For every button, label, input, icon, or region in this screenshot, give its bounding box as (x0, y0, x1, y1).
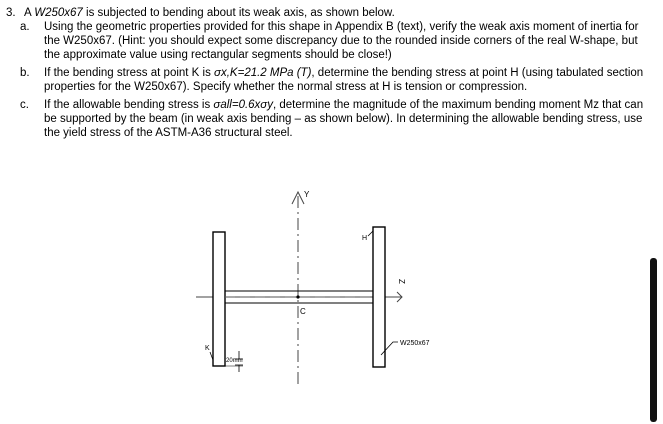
section-label: W250x67 (400, 340, 430, 347)
problem-parts (6, 20, 646, 140)
part-letter: b. (20, 67, 30, 79)
part-b-text-start: If the bending stress at point K is (44, 67, 215, 79)
part-a-text: Using the geometric properties provided for this shape in Appendix B (text), verify the weak axis moment of inertia for the W250x67. (Hint: you should expect some discrepancy due to the rounded inside corners of the real W-shape, but the approximate value using rectangular segments should be close!) (44, 21, 639, 61)
centroid-label: C (300, 307, 306, 316)
section-label-leader (381, 342, 398, 355)
point-h-leader (368, 231, 373, 236)
point-k-label: K (205, 345, 210, 352)
problem-3 (6, 6, 646, 140)
vertical-scrollbar[interactable] (650, 258, 657, 422)
problem-intro: 3. A W250x67 is subjected to bending about its weak axis, as shown below. (6, 7, 395, 19)
stress-at-k: σx,K=21.2 MPa (T) (214, 67, 312, 79)
left-flange (213, 232, 225, 366)
part-b-text-end: , determine the bending stress at point H (using tabulated section properties for the W250x67). Specify whether the normal stress at H is tension or compression. (44, 67, 644, 93)
part-c-text-end: , determine the magnitude of the maximum bending moment Mz that can be supported by the beam (in weak axis bending – as shown below). In determining the allowable bending stress, use the yield stress of the ASTM-A36 structural steel. (44, 99, 644, 139)
part-letter: a. (20, 21, 30, 33)
part-c (6, 98, 646, 140)
z-axis-arrow-icon (397, 292, 402, 302)
part-a (6, 20, 646, 62)
allowable-stress-expression: σall=0.6xσy (213, 99, 273, 111)
right-flange (373, 227, 385, 367)
centroid-marker (296, 295, 299, 298)
part-letter: c. (20, 99, 29, 111)
part-c-text-start: If the allowable bending stress is (44, 99, 214, 111)
y-axis-arrow-icon (292, 192, 304, 204)
problem-number: 3. (6, 7, 16, 19)
dimension-label: 20mm (226, 358, 243, 364)
point-k-leader (210, 352, 213, 360)
point-h-label: H (362, 235, 368, 242)
intro-text: is subjected to bending about its weak axis, as shown below. (86, 7, 395, 19)
y-axis-label: Y (304, 190, 310, 199)
shape-name: W250x67 (34, 7, 83, 19)
part-b (6, 66, 646, 94)
z-axis-label: Z (397, 279, 406, 284)
